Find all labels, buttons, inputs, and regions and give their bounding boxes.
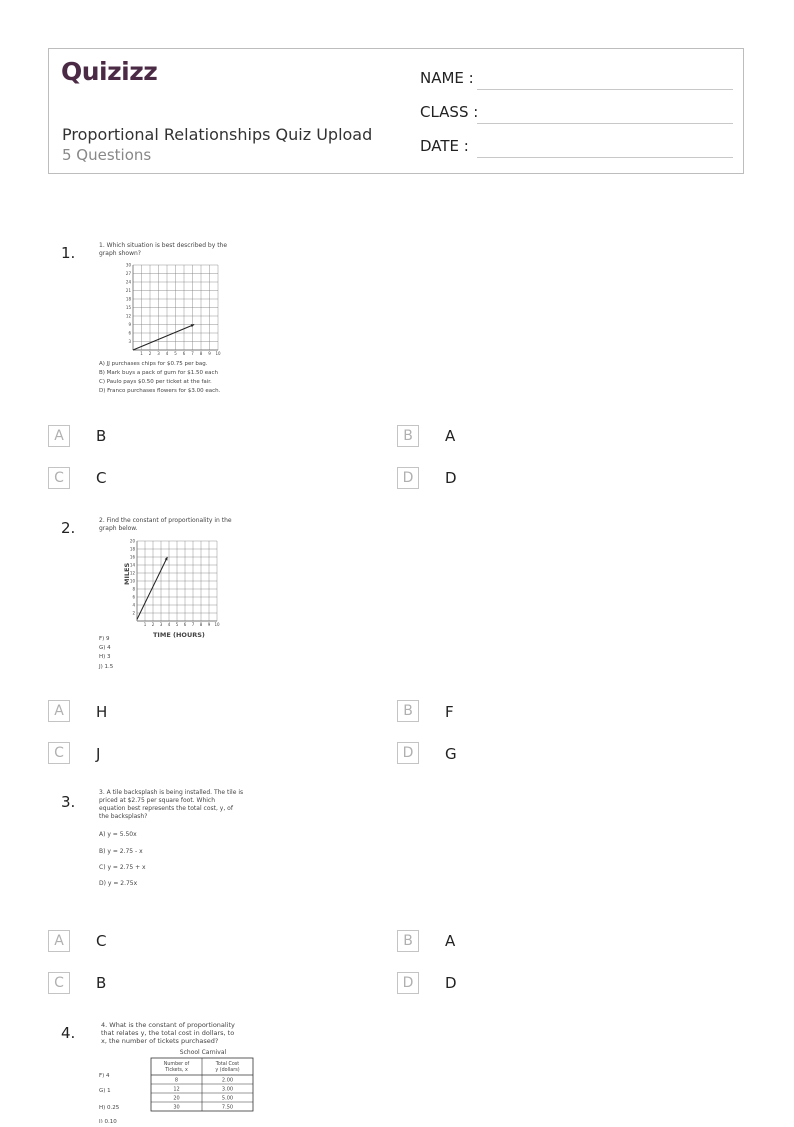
y-tick-label: 8 [132,586,135,592]
y-tick-label: 24 [125,279,131,285]
option-text[interactable]: A [445,932,456,950]
x-tick-label: 4 [167,622,171,627]
answer-choice: F) 9 [99,636,110,642]
answer-choice: F) 4 [99,1073,110,1079]
option-text[interactable]: C [96,932,107,950]
table-cell: 3.00 [221,1086,234,1093]
option-letter-box[interactable]: B [397,425,419,447]
answer-choice: B) y = 2.75 - x [99,848,143,855]
y-tick-label: 4 [132,602,135,608]
y-tick-label: 16 [129,554,135,560]
question-image [96,1018,276,1127]
x-tick-label: 5 [175,622,179,627]
graph-line [137,557,167,619]
question-number: 3. [61,793,76,811]
prompt-line: priced at $2.75 per square foot. Which [99,797,216,804]
y-tick-label: 3 [128,339,131,345]
option-letter-box[interactable]: B [397,930,419,952]
option-letter-box[interactable]: C [48,742,70,764]
question-number: 4. [61,1024,76,1042]
y-tick-label: 6 [128,330,131,336]
y-tick-label: 18 [125,296,131,302]
answer-choice: D) Franco purchases flowers for $3.00 each. [99,388,221,394]
x-tick-label: 7 [191,351,194,356]
prompt-line: the backsplash? [99,813,148,820]
y-tick-label: 18 [129,546,135,552]
x-tick-label: 1 [140,351,143,356]
class-label: CLASS : [420,103,479,121]
x-tick-label: 10 [215,351,221,356]
question-number: 2. [61,519,76,537]
name-line[interactable] [477,89,733,90]
x-tick-label: 9 [208,351,211,356]
table-cell: 2.00 [221,1077,234,1084]
option-text[interactable]: B [96,974,107,992]
option-text[interactable]: D [445,974,457,992]
answer-choice: B) Mark buys a pack of gum for $1.50 each [99,370,218,376]
table-header: Total Cost y (dollars) [215,1062,240,1073]
name-label: NAME : [420,69,474,87]
table-title: School Carnival [179,1049,227,1056]
answer-choice: A) JJ purchases chips for $0.75 per bag. [99,361,208,367]
option-letter-box[interactable]: D [397,742,419,764]
y-tick-label: 9 [128,322,131,328]
x-tick-label: 8 [199,622,203,627]
prompt-line: x, the number of tickets purchased? [101,1037,219,1045]
option-text[interactable]: B [96,427,107,445]
table-cell: 7.50 [221,1104,234,1111]
table-figure [96,1018,276,1123]
option-letter-box[interactable]: A [48,425,70,447]
graph-figure [96,238,266,400]
x-tick-label: 8 [199,351,203,356]
y-tick-label: 2 [132,610,135,616]
answer-choice: C) y = 2.75 + x [99,864,146,871]
question-count: 5 Questions [62,146,152,164]
x-tick-label: 9 [207,622,211,627]
graph-line [133,325,194,351]
y-axis-label: MILES [123,562,131,585]
option-text[interactable]: G [445,745,457,763]
x-tick-label: 3 [157,351,160,356]
y-tick-label: 27 [125,271,131,277]
worksheet-header [48,48,744,174]
y-tick-label: 14 [129,562,135,568]
y-tick-label: 6 [132,594,135,600]
date-label: DATE : [420,137,469,155]
prompt-line: 3. A tile backsplash is being installed. The tile is [99,789,244,796]
answer-choice: C) Paulo pays $0.50 per ticket at the fair. [99,379,212,385]
graph-figure [96,513,266,673]
option-text[interactable]: J [96,745,101,763]
x-tick-label: 3 [159,622,163,627]
table-cell: 8 [174,1077,179,1084]
x-tick-label: 6 [183,622,187,627]
option-text[interactable]: F [445,703,454,721]
quiz-title: Proportional Relationships Quiz Upload [62,125,373,144]
x-tick-label: 2 [148,351,152,356]
question-image [96,513,266,677]
answer-choice: G) 1 [99,1088,111,1094]
x-tick-label: 6 [182,351,186,356]
x-tick-label: 4 [165,351,169,356]
class-line[interactable] [477,123,733,124]
y-tick-label: 15 [125,305,131,311]
y-tick-label: 10 [129,578,135,584]
option-text[interactable]: D [445,469,457,487]
option-letter-box[interactable]: A [48,700,70,722]
option-letter-box[interactable]: C [48,467,70,489]
question-text-image [96,786,276,896]
y-tick-label: 30 [125,262,131,268]
x-tick-label: 10 [214,622,220,627]
x-tick-label: 7 [191,622,195,627]
answer-choice: H) 0.25 [99,1105,120,1111]
table-header: Number of Tickets, x [163,1062,190,1073]
answer-choice: J) 1.5 [99,664,114,670]
x-tick-label: 1 [143,622,147,627]
date-line[interactable] [477,157,733,158]
prompt-line: graph below. [99,525,138,532]
answer-choice: J) 0.10 [99,1119,117,1123]
question-image [96,786,276,900]
x-tick-label: 2 [151,622,155,627]
data-table [151,1058,253,1111]
y-tick-label: 12 [129,570,135,576]
prompt-line: 4. What is the constant of proportionality [101,1021,235,1029]
option-letter-box[interactable]: A [48,930,70,952]
option-text[interactable]: C [96,469,107,487]
option-text[interactable]: H [96,703,108,721]
x-tick-label: 5 [174,351,177,356]
prompt-line: 1. Which situation is best described by the [99,242,228,249]
y-tick-label: 12 [125,313,131,319]
y-tick-label: 21 [125,288,131,294]
prompt-line: equation best represents the total cost, y, of [99,805,233,812]
answer-choice: A) y = 5.50x [99,831,137,838]
answer-choice: H) 3 [99,654,111,660]
answer-choice: G) 4 [99,645,111,651]
option-text[interactable]: A [445,427,456,445]
option-letter-box[interactable]: D [397,467,419,489]
prompt-line: that relates y, the total cost in dollars, to [101,1029,235,1037]
question-number: 1. [61,244,76,262]
option-letter-box[interactable]: B [397,700,419,722]
coordinate-grid [130,539,220,627]
x-axis-label: TIME (HOURS) [153,631,205,639]
question-image [96,238,266,404]
table-cell: 20 [173,1095,180,1102]
table-cell: 12 [173,1086,180,1093]
prompt-line: graph shown? [99,250,141,257]
prompt-line: 2. Find the constant of proportionality in the [99,517,232,524]
coordinate-grid [126,263,221,356]
y-tick-label: 20 [129,538,135,544]
quizizz-logo: Quizizz [61,57,158,86]
table-cell: 30 [173,1104,180,1111]
table-cell: 5.00 [221,1095,234,1102]
answer-choice: D) y = 2.75x [99,880,138,887]
option-letter-box[interactable]: C [48,972,70,994]
option-letter-box[interactable]: D [397,972,419,994]
